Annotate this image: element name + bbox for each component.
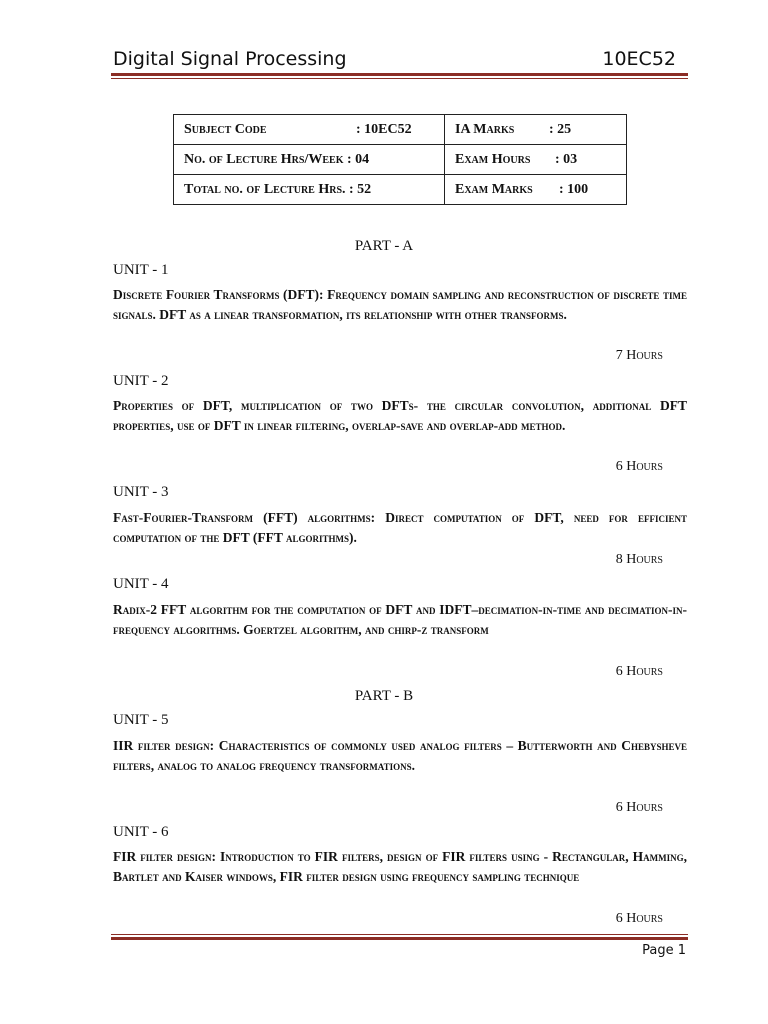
footer-rule-thick — [111, 937, 688, 940]
course-info-table — [173, 114, 627, 205]
cell-label: Exam Marks — [455, 181, 533, 197]
cell-value: : 10EC52 — [356, 121, 412, 137]
cell-label: Exam Hours — [455, 151, 531, 167]
table-row — [174, 145, 627, 175]
page-number: Page 1 — [642, 943, 686, 958]
page-header — [113, 46, 676, 76]
part-a-heading: PART - A — [354, 238, 414, 254]
table-cell — [445, 175, 627, 205]
course-code: 10EC52 — [602, 48, 676, 70]
cell-label: Total no. of Lecture Hrs. — [184, 181, 346, 197]
unit-3-heading: UNIT - 3 — [113, 484, 169, 500]
unit-5-text: IIR filter design: Characteristics of commonly used analog filters – Butterworth and Chebysheve filters, analog to analog frequency transformations. — [113, 738, 687, 773]
header-rule-thick — [111, 73, 688, 76]
unit-3-hours: 8 Hours — [615, 552, 663, 567]
cell-value: : 25 — [549, 121, 572, 137]
part-b-heading: PART - B — [354, 688, 414, 704]
unit-1-text: Discrete Fourier Transforms (DFT): Frequency domain sampling and reconstruction of discrete time signals. DFT as a linear transformation, its relationship with other transforms. — [113, 287, 687, 322]
unit-4-hours: 6 Hours — [615, 664, 663, 679]
cell-label: No. of Lecture Hrs/Week — [184, 151, 344, 167]
cell-value: : 04 — [343, 151, 370, 167]
unit-6-hours: 6 Hours — [615, 911, 663, 926]
document-title: Digital Signal Processing — [113, 48, 347, 70]
unit-1-heading: UNIT - 1 — [113, 262, 169, 278]
cell-value: : 52 — [345, 181, 372, 197]
table-cell — [174, 145, 445, 175]
cell-value: : 03 — [555, 151, 578, 167]
unit-1-hours: 7 Hours — [615, 348, 663, 363]
header-rule-thin — [111, 78, 688, 79]
unit-2-hours: 6 Hours — [615, 459, 663, 474]
table-row — [174, 175, 627, 205]
table-row — [174, 115, 627, 145]
cell-label: IA Marks — [455, 121, 515, 137]
unit-3-text: Fast-Fourier-Transform (FFT) algorithms: Direct computation of DFT, need for efficient computation of the DFT (FFT algorithms). — [113, 510, 687, 545]
table-cell — [445, 145, 627, 175]
unit-4-heading: UNIT - 4 — [113, 576, 169, 592]
unit-5-heading: UNIT - 5 — [113, 712, 169, 728]
footer-rule-thin — [111, 934, 688, 935]
unit-4-text: Radix-2 FFT algorithm for the computation of DFT and IDFT–decimation-in-time and decimation-in-frequency algorithms. Goertzel algorithm, and chirp-z transform — [113, 602, 687, 637]
table-cell — [174, 115, 445, 145]
unit-2-text: Properties of DFT, multiplication of two DFTs- the circular convolution, additional DFT properties, use of DFT in linear filtering, overlap-save and overlap-add method. — [113, 398, 687, 433]
unit-6-text: FIR filter design: Introduction to FIR filters, design of FIR filters using - Rectangular, Hamming, Bartlet and Kaiser windows, FIR filter design using frequency sampling technique — [113, 849, 687, 884]
unit-6-heading: UNIT - 6 — [113, 824, 169, 840]
unit-2-heading: UNIT - 2 — [113, 373, 169, 389]
table-cell — [174, 175, 445, 205]
cell-label: Subject Code — [184, 121, 267, 137]
unit-5-hours: 6 Hours — [615, 800, 663, 815]
cell-value: : 100 — [559, 181, 589, 197]
table-cell — [445, 115, 627, 145]
